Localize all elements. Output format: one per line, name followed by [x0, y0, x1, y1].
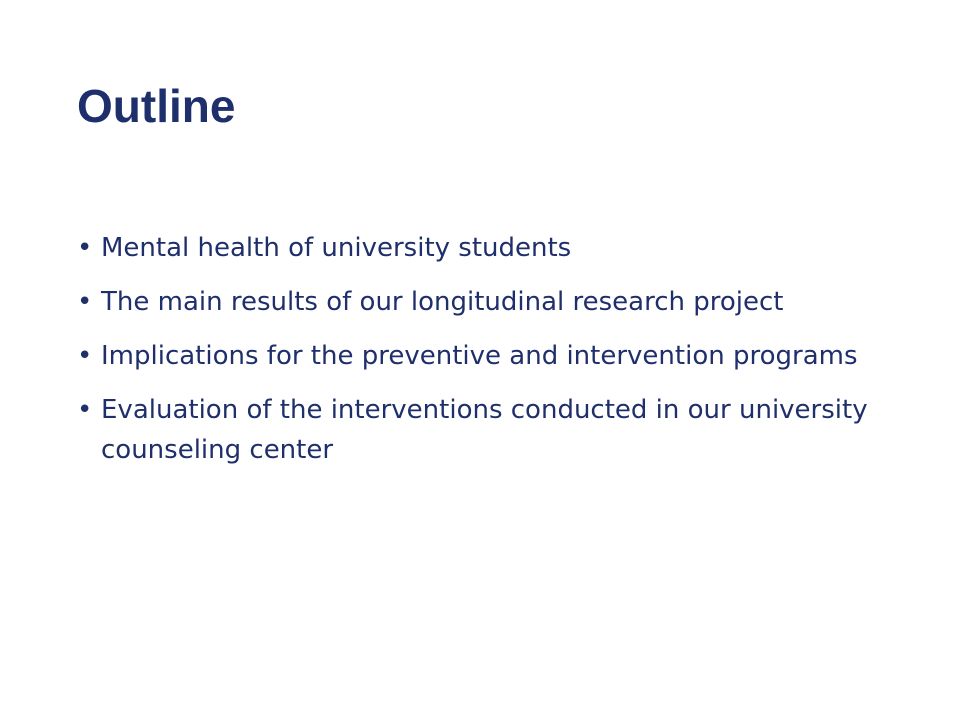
bullet-icon: • [77, 287, 93, 317]
bullet-item [77, 228, 877, 268]
bullet-text: Implications for the preventive and intervention programs [101, 341, 858, 371]
bullet-list [77, 228, 877, 484]
bullet-text: Mental health of university students [101, 233, 572, 263]
slide-title: Outline [77, 80, 236, 132]
bullet-item [77, 282, 877, 322]
bullet-item [77, 390, 877, 470]
bullet-icon: • [77, 395, 93, 425]
bullet-text: Evaluation of the interventions conducted in our university counseling center [101, 395, 868, 465]
bullet-item [77, 336, 877, 376]
bullet-icon: • [77, 233, 93, 263]
bullet-text: The main results of our longitudinal research project [101, 287, 784, 317]
bullet-icon: • [77, 341, 93, 371]
